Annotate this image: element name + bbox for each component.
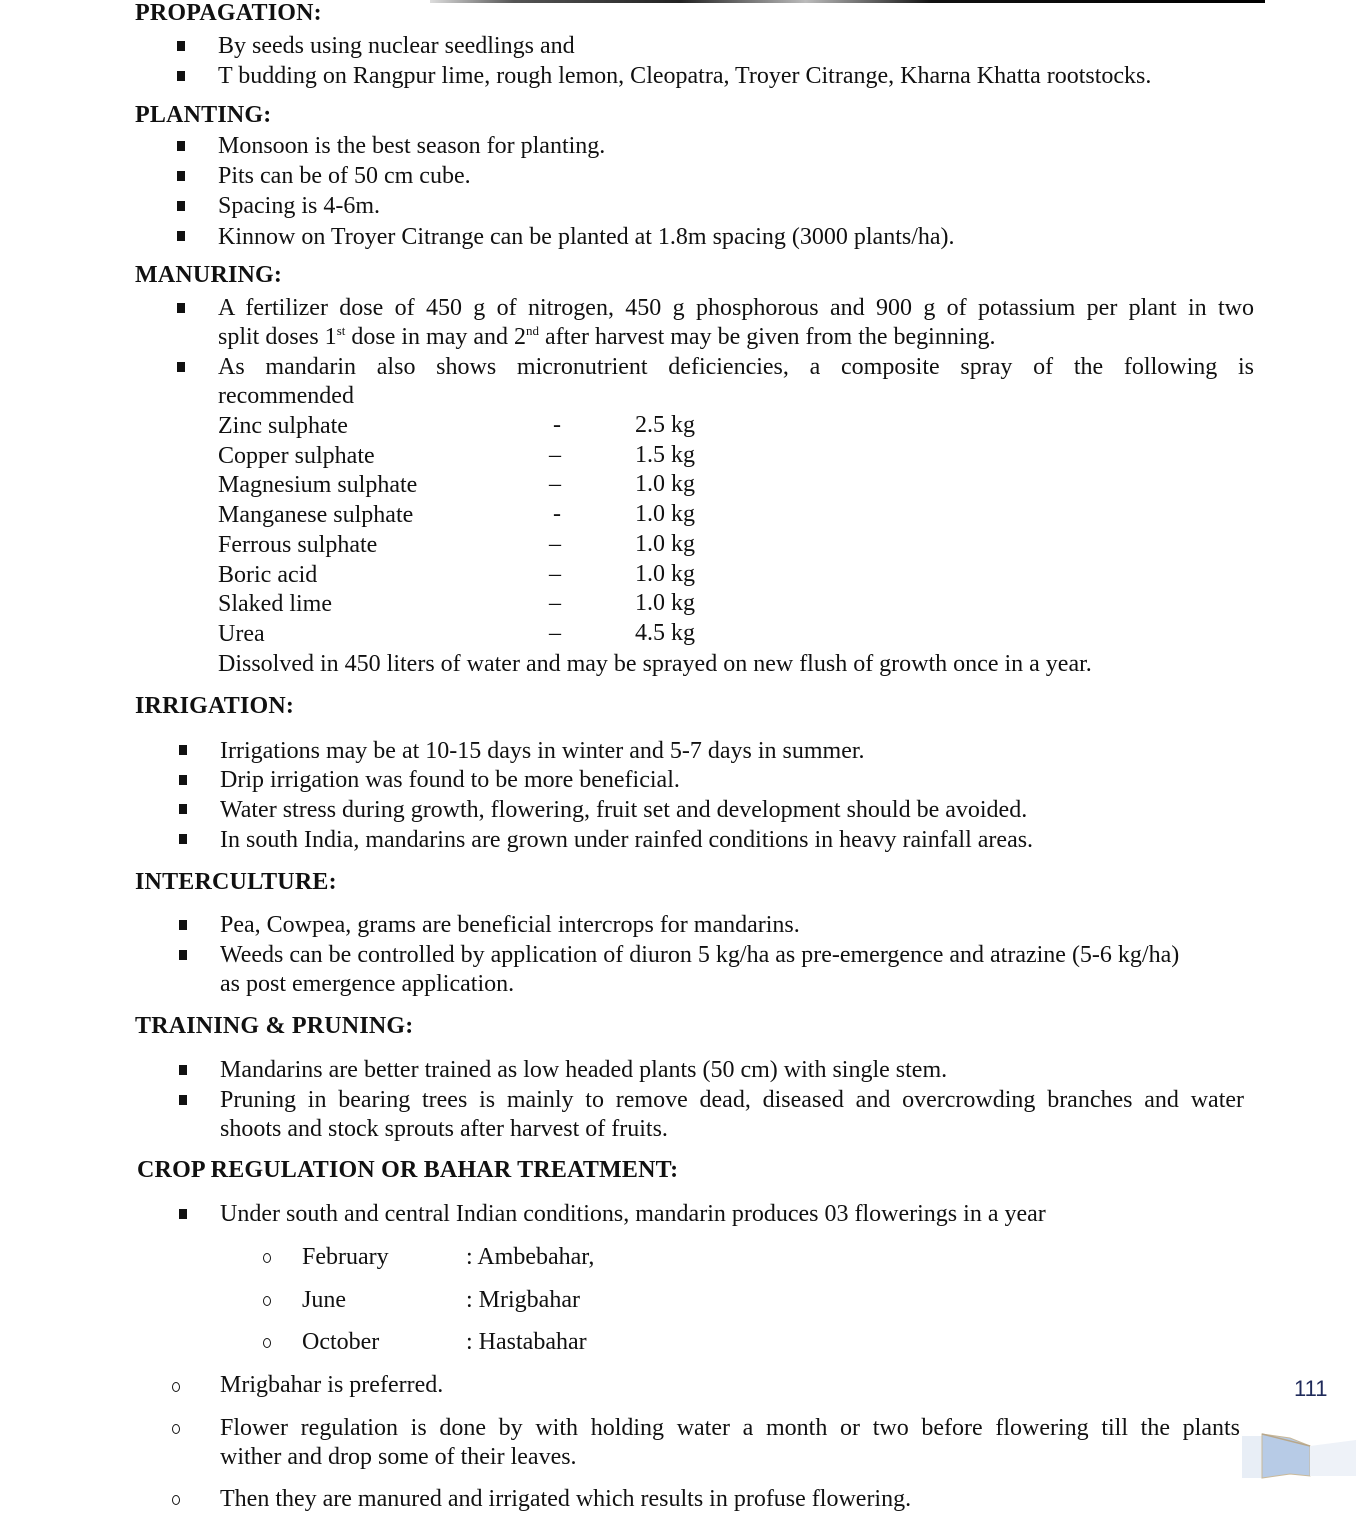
square-bullet-icon xyxy=(179,1095,187,1105)
spray-name: Slaked lime xyxy=(218,591,332,617)
list-item-continuation: recommended xyxy=(218,383,354,409)
heading-planting: PLANTING: xyxy=(135,102,272,128)
superscript: nd xyxy=(526,323,539,338)
list-item: By seeds using nuclear seedlings and xyxy=(218,33,575,59)
square-bullet-icon xyxy=(179,834,187,844)
flowering-bahar: : Hastabahar xyxy=(466,1329,587,1355)
spray-qty: 1.0 kg xyxy=(635,501,695,527)
spray-qty: 1.0 kg xyxy=(635,471,695,497)
list-item: Monsoon is the best season for planting. xyxy=(218,133,606,159)
list-item: Spacing is 4-6m. xyxy=(218,193,380,219)
list-item: Water stress during growth, flowering, fruit set and development should be avoided. xyxy=(220,797,1028,823)
flowering-month: October xyxy=(302,1329,380,1355)
spray-separator: – xyxy=(549,590,561,616)
square-bullet-icon xyxy=(177,41,185,51)
spray-name: Urea xyxy=(218,621,265,647)
square-bullet-icon xyxy=(177,201,185,211)
list-item: Pruning in bearing trees is mainly to remove dead, diseased and overcrowding branches and water xyxy=(220,1087,1244,1113)
heading-training-pruning: TRAINING & PRUNING: xyxy=(135,1013,414,1039)
spray-separator: - xyxy=(553,412,561,438)
superscript: st xyxy=(336,323,346,338)
heading-propagation: PROPAGATION: xyxy=(135,0,322,26)
list-item: Pits can be of 50 cm cube. xyxy=(218,163,471,189)
list-item: As mandarin also shows micronutrient deficiencies, a composite spray of the following is xyxy=(218,354,1254,380)
spray-separator: – xyxy=(549,442,561,468)
heading-irrigation: IRRIGATION: xyxy=(135,693,295,719)
spray-name: Boric acid xyxy=(218,562,318,588)
list-item: Flower regulation is done by with holding water a month or two before flowering till the plants xyxy=(220,1415,1240,1441)
square-bullet-icon xyxy=(177,141,185,151)
flowering-bahar: : Ambebahar, xyxy=(466,1244,595,1270)
list-item: Pea, Cowpea, grams are beneficial intercrops for mandarins. xyxy=(220,912,800,938)
list-item: In south India, mandarins are grown under rainfed conditions in heavy rainfall areas. xyxy=(220,827,1034,853)
spray-qty: 2.5 kg xyxy=(635,412,695,438)
circle-bullet-icon xyxy=(172,1382,180,1392)
spray-name: Magnesium sulphate xyxy=(218,472,418,498)
circle-bullet-icon xyxy=(263,1253,271,1263)
spray-separator: – xyxy=(549,561,561,587)
heading-interculture: INTERCULTURE: xyxy=(135,869,337,895)
flowering-month: June xyxy=(302,1287,346,1313)
circle-bullet-icon xyxy=(263,1338,271,1348)
square-bullet-icon xyxy=(177,362,185,372)
spray-qty: 1.0 kg xyxy=(635,590,695,616)
square-bullet-icon xyxy=(179,950,187,960)
spray-name: Manganese sulphate xyxy=(218,502,414,528)
flowering-bahar: : Mrigbahar xyxy=(466,1287,580,1313)
circle-bullet-icon xyxy=(263,1296,271,1306)
list-item: T budding on Rangpur lime, rough lemon, Cleopatra, Troyer Citrange, Kharna Khatta rootstocks. xyxy=(218,63,1152,89)
spray-note: Dissolved in 450 liters of water and may be sprayed on new flush of growth once in a year. xyxy=(218,651,1092,677)
list-item: A fertilizer dose of 450 g of nitrogen, 450 g phosphorous and 900 g of potassium per plant in two xyxy=(218,295,1254,321)
list-item-continuation: wither and drop some of their leaves. xyxy=(220,1444,577,1470)
spray-name: Zinc sulphate xyxy=(218,413,348,439)
flowering-month: February xyxy=(302,1244,389,1270)
spray-separator: - xyxy=(553,501,561,527)
list-item: Drip irrigation was found to be more beneficial. xyxy=(220,767,680,793)
square-bullet-icon xyxy=(177,231,185,241)
spray-qty: 1.0 kg xyxy=(635,561,695,587)
text-fragment: after harvest may be given from the beginning. xyxy=(539,324,996,350)
heading-crop-regulation: CROP REGULATION OR BAHAR TREATMENT: xyxy=(137,1157,679,1183)
list-item-continuation: shoots and stock sprouts after harvest of fruits. xyxy=(220,1116,668,1142)
square-bullet-icon xyxy=(177,171,185,181)
list-item: Weeds can be controlled by application of diuron 5 kg/ha as pre-emergence and atrazine (5-6 kg/ha) xyxy=(220,942,1180,968)
spray-qty: 1.0 kg xyxy=(635,531,695,557)
square-bullet-icon xyxy=(177,303,185,313)
list-item-continuation: as post emergence application. xyxy=(220,971,515,997)
spray-separator: – xyxy=(549,531,561,557)
list-item: Kinnow on Troyer Citrange can be planted at 1.8m spacing (3000 plants/ha). xyxy=(218,224,955,250)
list-item: Then they are manured and irrigated which results in profuse flowering. xyxy=(220,1486,912,1512)
spray-separator: – xyxy=(549,471,561,497)
spray-qty: 4.5 kg xyxy=(635,620,695,646)
list-item: Irrigations may be at 10-15 days in winter and 5-7 days in summer. xyxy=(220,738,865,764)
circle-bullet-icon xyxy=(172,1495,180,1505)
square-bullet-icon xyxy=(179,920,187,930)
list-item: Under south and central Indian conditions, mandarin produces 03 flowerings in a year xyxy=(220,1201,1046,1227)
spray-name: Ferrous sulphate xyxy=(218,532,378,558)
spray-name: Copper sulphate xyxy=(218,443,375,469)
list-item-continuation xyxy=(218,323,996,351)
spray-qty: 1.5 kg xyxy=(635,442,695,468)
square-bullet-icon xyxy=(179,1209,187,1219)
list-item: Mrigbahar is preferred. xyxy=(220,1372,444,1398)
text-fragment: dose in may and 2 xyxy=(345,324,526,350)
page-number: 111 xyxy=(1294,1376,1328,1401)
square-bullet-icon xyxy=(179,775,187,785)
square-bullet-icon xyxy=(179,745,187,755)
spray-separator: – xyxy=(549,620,561,646)
square-bullet-icon xyxy=(177,71,185,81)
text-fragment: split doses 1 xyxy=(218,324,337,350)
page-curl-icon xyxy=(1242,1432,1356,1480)
square-bullet-icon xyxy=(179,804,187,814)
square-bullet-icon xyxy=(179,1065,187,1075)
list-item: Mandarins are better trained as low headed plants (50 cm) with single stem. xyxy=(220,1057,948,1083)
heading-manuring: MANURING: xyxy=(135,262,283,288)
circle-bullet-icon xyxy=(172,1424,180,1434)
